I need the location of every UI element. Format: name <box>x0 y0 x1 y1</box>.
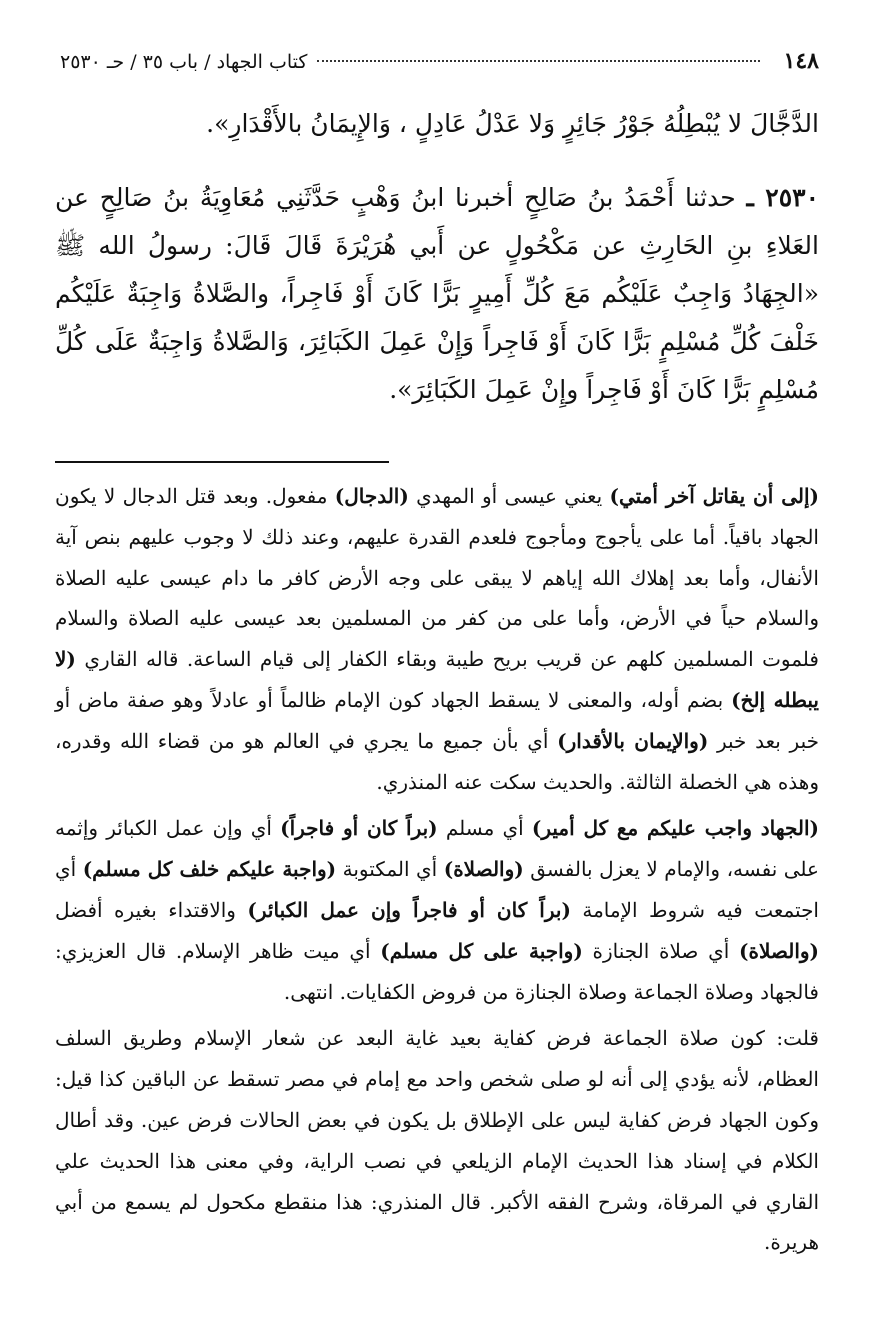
bold-quote: (براً كان أو فاجراً) <box>280 816 438 841</box>
bold-quote: (والصلاة) <box>739 938 819 963</box>
bold-quote: (لا يبطله إلخ) <box>55 647 819 712</box>
commentary-text: يعني عيسى أو المهدي <box>408 484 610 508</box>
bold-quote: (الدجال) <box>334 484 409 508</box>
commentary-text: أي بأن جميع ما يجري في العالم هو من قضاء الله وقدره، وهذه هي الخصلة الثالثة. والحديث سكت عنه المنذري. <box>55 728 819 794</box>
commentary-paragraph <box>55 1018 819 1263</box>
bold-quote: (واجبة على كل مسلم) <box>380 938 583 963</box>
commentary-text: بضم أوله، والمعنى لا يسقط الجهاد كون الإمام ظالماً أو عادلاً وهو صفة ماض أو خبر بعد خبر <box>55 687 819 753</box>
bold-quote: (إلى أن يقاتل آخر أمتي) <box>609 484 819 508</box>
commentary-paragraph <box>55 808 819 1012</box>
main-text <box>55 100 819 440</box>
commentary-text: أي المكتوبة <box>336 857 444 882</box>
commentary-text: أي اجتمعت فيه شروط الإمامة <box>55 857 819 922</box>
footnote-divider <box>55 461 389 463</box>
bold-quote: (والصلاة) <box>443 857 524 882</box>
commentary-text: والاقتداء بغيره أفضل <box>55 897 248 922</box>
hadith-paragraph <box>55 174 819 414</box>
running-header <box>60 48 819 82</box>
bold-quote: (واجبة عليكم خلف كل مسلم) <box>82 857 337 882</box>
hadith-number: ٢٥٣٠ ـ <box>746 183 820 212</box>
commentary-text: أي مسلم <box>437 816 532 841</box>
commentary-text: مفعول. وبعد قتل الدجال لا يكون الجهاد باقياً. أما على يأجوج ومأجوج فلعدم القدرة عليهم، وعند ذلك لا وجوب عليهم بنص آية الأنفال، وأما بعد إهلاك الله إياهم لا يبقى على وجه الأرض كافر ما دام عيسى عليه الصلاة والسلام حياً في الأرض، وأما على من كفر من المسلمين بعد عيسى عليه الصلاة والسلام فلموت المسلمين كلهم عن قريب بريح طيبة وبقاء الكفار إلى قيام الساعة. قاله القاري <box>55 484 819 672</box>
continuation-text: الدَّجَّالَ لا يُبْطِلُهُ جَوْرُ جَائِرٍ وَلا عَدْلُ عَادِلٍ ، وَالإِيمَانُ بالأَقْدَارِ». <box>206 109 819 138</box>
running-title: كتاب الجهاد / باب ٣٥ / حـ ٢٥٣٠ <box>60 51 308 73</box>
page-number: ١٤٨ <box>783 48 819 74</box>
commentary-text: أي وإن عمل الكبائر وإثمه على نفسه، والإمام لا يعزل بالفسق <box>55 816 819 882</box>
hadith-text: حدثنا أَحْمَدُ بنُ صَالِحٍ أخبرنا ابنُ وَهْبٍ حَدَّثَنِي مُعَاوِيَةُ بنُ صَالِحٍ عن العَلاءِ بنِ الحَارِثِ عن مَكْحُولٍ عن أَبي هُرَيْرَةَ قَالَ قَالَ: رسولُ الله ﷺ «الجِهَادُ وَاجِبٌ عَلَيْكُم مَعَ كُلِّ أَمِيرٍ بَرًّا كَانَ أَوْ فَاجِراً، والصَّلاةُ وَاجِبَةٌ عَلَيْكُم خَلْفَ كُلِّ مُسْلِمٍ بَرًّا كَانَ أَوْ فَاجِراً وَإِنْ عَمِلَ الكَبَائِرَ، وَالصَّلاةُ وَاجِبَةٌ عَلَى كُلِّ مُسْلِمٍ بَرًّا كَانَ أَوْ فَاجِراً وإِنْ عَمِلَ الكَبَائِرَ». <box>55 183 819 404</box>
bold-quote: (الجهاد واجب عليكم مع كل أمير) <box>531 816 819 841</box>
header-dot-leader <box>317 60 759 62</box>
commentary-text: قلت: كون صلاة الجماعة فرض كفاية بعيد غاية البعد عن شعار الإسلام وطريق السلف العظام، لأنه يؤدي إلى أنه لو صلى شخص واحد مع إمام في مصر تسقط عن الباقين كذا قيل: وكون الجهاد فرض كفاية ليس على الإطلاق بل يكون في بعض الحالات فرض عين. وقد أطال الكلام في إسناد هذا الحديث الإمام الزيلعي في نصب الراية، وفي معنى هذا الحديث علي القاري في المرقاة، وشرح الفقه الأكبر. قال المنذري: هذا منقطع مكحول لم يسمع من أبي هريرة. <box>55 1026 820 1255</box>
commentary-paragraph <box>55 476 819 802</box>
bold-quote: (والإيمان بالأقدار) <box>557 728 709 753</box>
commentary-text: أي ميت ظاهر الإسلام. قال العزيزي: فالجهاد وصلاة الجماعة وصلاة الجنازة من فروض الكفايات. انتهى. <box>55 938 819 1004</box>
bold-quote: (براً كان أو فاجراً وإن عمل الكبائر) <box>247 897 571 922</box>
commentary <box>55 476 819 1269</box>
commentary-text: أي صلاة الجنازة <box>582 938 739 963</box>
